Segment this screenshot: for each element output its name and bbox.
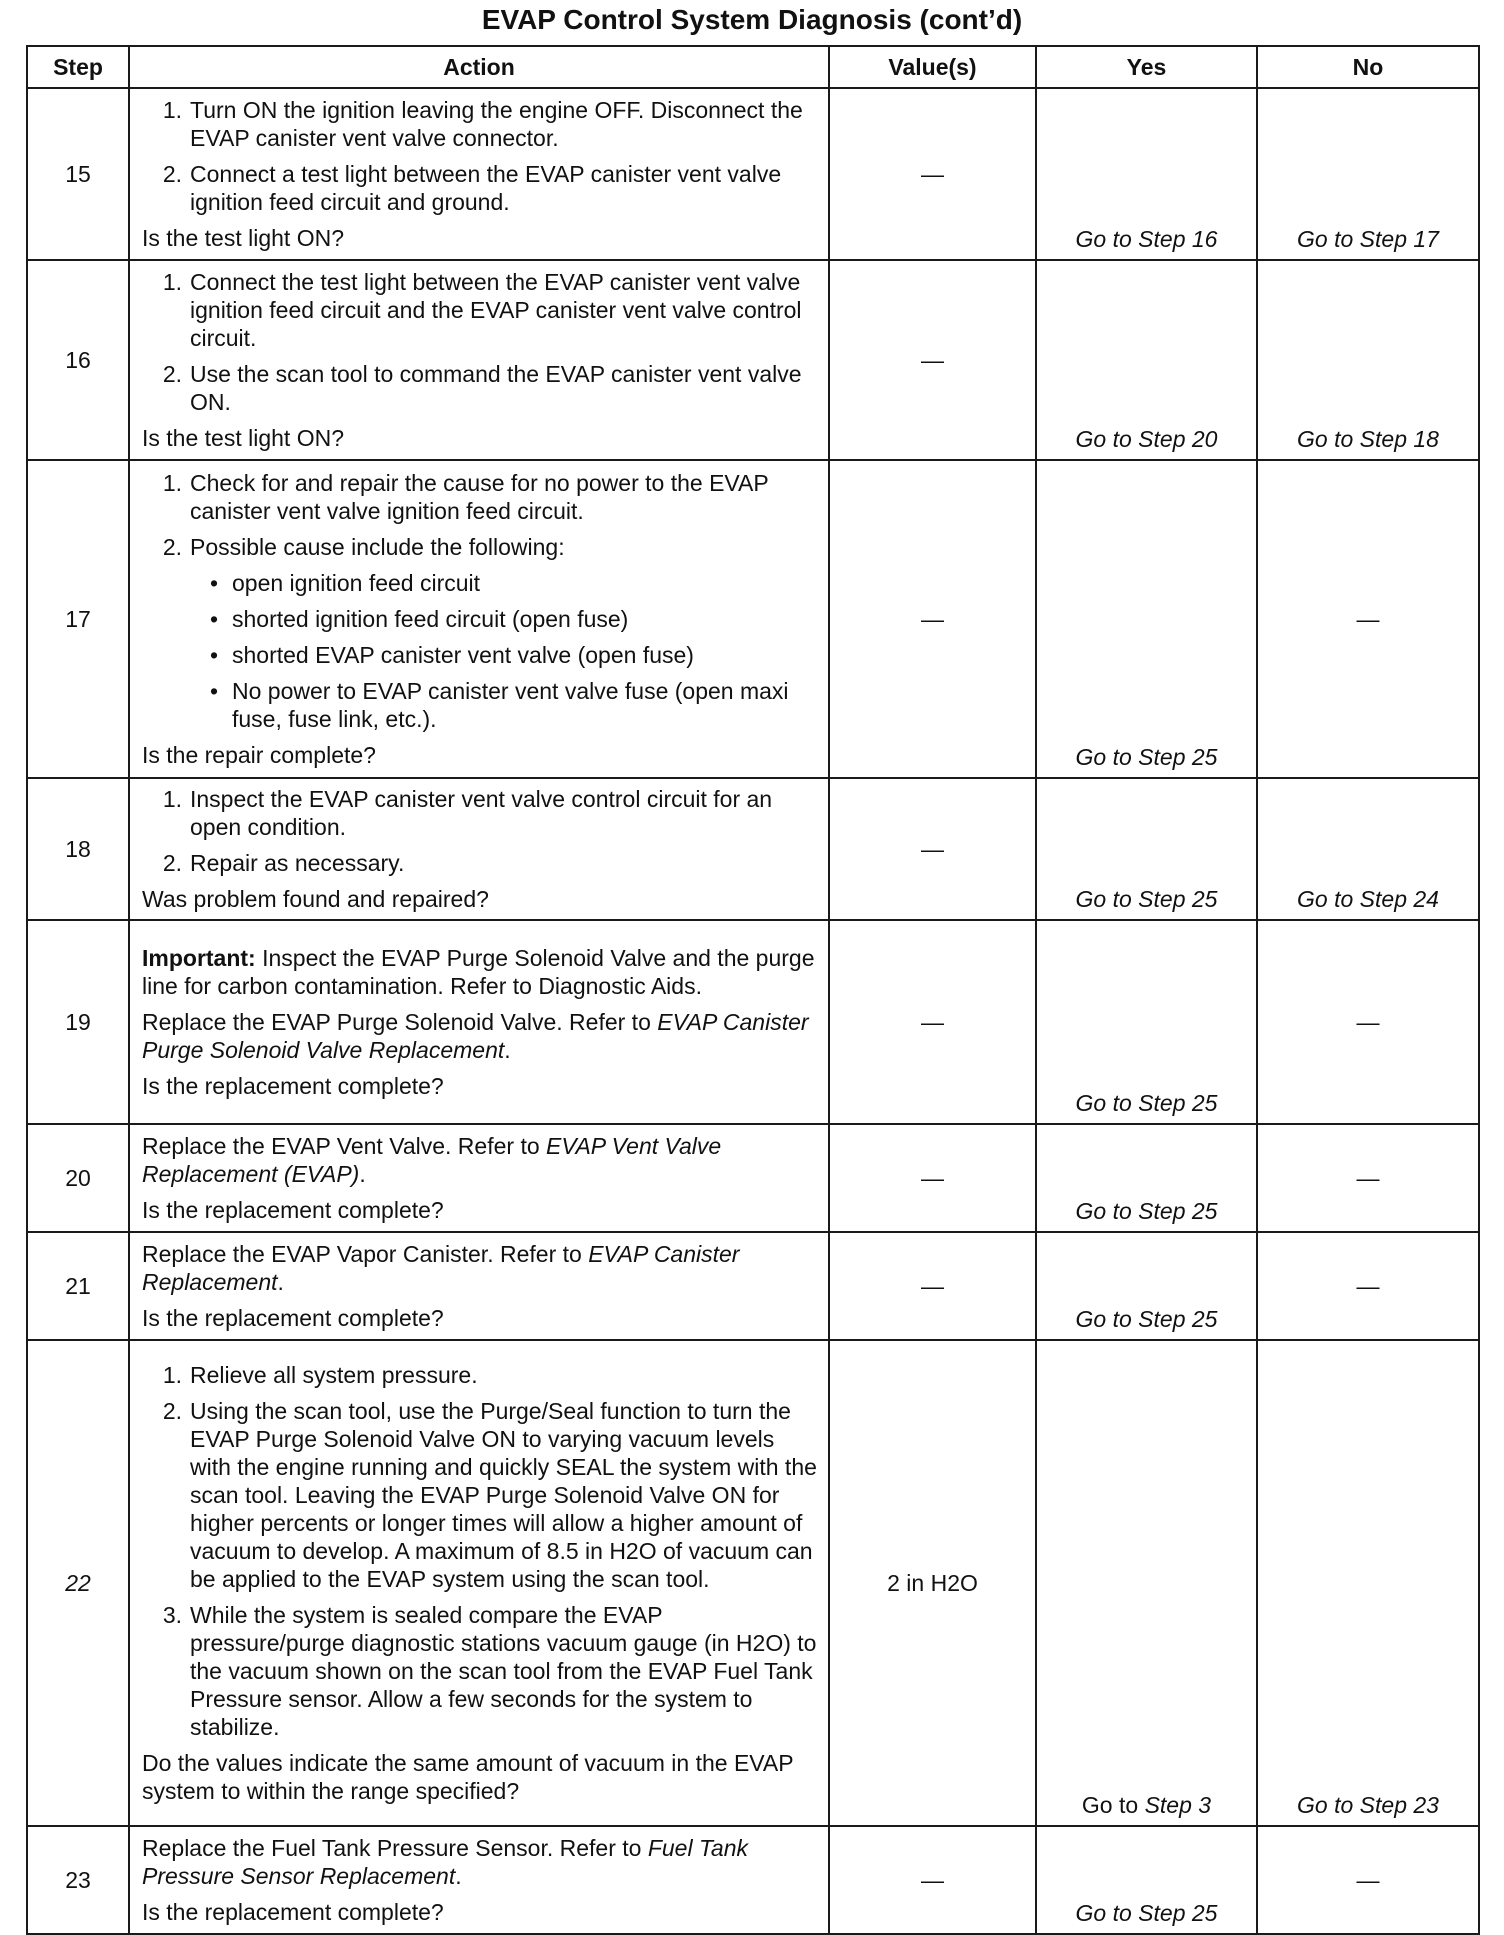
reference-link[interactable]: Fuel Tank Pressure Sensor Replacement xyxy=(142,1835,748,1889)
action-question: Is the replacement complete? xyxy=(142,1197,444,1223)
value-cell: — xyxy=(829,260,1036,460)
action-question: Is the replacement complete? xyxy=(142,1305,444,1331)
no-link[interactable]: Go to Step 18 xyxy=(1257,260,1479,460)
action-item: 2. Use the scan tool to command the EVAP canister vent valve ON. xyxy=(162,361,802,415)
important-note: Important: Inspect the EVAP Purge Solenoid Valve and the purge line for carbon contamination. Refer to Diagnostic Aids. xyxy=(142,945,815,999)
action-item: 2. Repair as necessary. xyxy=(162,850,405,876)
action-item: 2. Connect a test light between the EVAP canister vent valve ignition feed circuit and ground. xyxy=(162,161,782,215)
table-row-step-23 xyxy=(27,1826,1479,1934)
yes-link[interactable]: Go to Step 3 xyxy=(1036,1340,1257,1826)
step-number: 16 xyxy=(27,260,129,460)
step-number: 23 xyxy=(27,1826,129,1934)
action-item: 1. Relieve all system pressure. xyxy=(162,1362,478,1388)
action-cell xyxy=(129,88,829,260)
header-action: Action xyxy=(129,46,829,88)
bullet-item: • No power to EVAP canister vent valve fuse (open maxi fuse, fuse link, etc.). xyxy=(210,678,789,732)
action-cell xyxy=(129,1340,829,1826)
value-cell: — xyxy=(829,1826,1036,1934)
step-number: 19 xyxy=(27,920,129,1124)
no-link[interactable]: Go to Step 24 xyxy=(1257,778,1479,920)
value-cell: — xyxy=(829,1232,1036,1340)
reference-link[interactable]: EVAP Canister Purge Solenoid Valve Replacement xyxy=(142,1009,809,1063)
action-text: Replace the EVAP Vent Valve. Refer to EVAP Vent Valve Replacement (EVAP). xyxy=(142,1133,722,1187)
table-row-step-18 xyxy=(27,778,1479,920)
reference-link[interactable]: EVAP Canister Replacement xyxy=(142,1241,740,1295)
action-text: Replace the Fuel Tank Pressure Sensor. Refer to Fuel Tank Pressure Sensor Replacement. xyxy=(142,1835,748,1889)
diagnosis-table xyxy=(26,45,1480,1935)
table-row-step-20 xyxy=(27,1124,1479,1232)
yes-link[interactable]: Go to Step 25 xyxy=(1036,1124,1257,1232)
action-question: Is the test light ON? xyxy=(142,225,344,251)
header-yes: Yes xyxy=(1036,46,1257,88)
no-value: — xyxy=(1257,1232,1479,1340)
step-number: 20 xyxy=(27,1124,129,1232)
value-cell: — xyxy=(829,460,1036,778)
step-number: 18 xyxy=(27,778,129,920)
step-number: 21 xyxy=(27,1232,129,1340)
value-cell: — xyxy=(829,778,1036,920)
table-header-row xyxy=(27,46,1479,88)
header-value: Value(s) xyxy=(829,46,1036,88)
value-cell: 2 in H2O xyxy=(829,1340,1036,1826)
header-no: No xyxy=(1257,46,1479,88)
action-question: Was problem found and repaired? xyxy=(142,886,489,912)
bullet-item: • shorted EVAP canister vent valve (open fuse) xyxy=(210,642,694,668)
value-cell: — xyxy=(829,1124,1036,1232)
action-item: 2. Possible cause include the following: xyxy=(162,534,565,560)
page-title: EVAP Control System Diagnosis (cont’d) xyxy=(481,4,1023,35)
yes-link[interactable]: Go to Step 25 xyxy=(1036,460,1257,778)
step-number: 17 xyxy=(27,460,129,778)
action-question: Is the test light ON? xyxy=(142,425,344,451)
no-link[interactable]: Go to Step 23 xyxy=(1257,1340,1479,1826)
action-cell xyxy=(129,1826,829,1934)
action-cell xyxy=(129,1124,829,1232)
step-number: 15 xyxy=(27,88,129,260)
no-value: — xyxy=(1257,1826,1479,1934)
no-value: — xyxy=(1257,920,1479,1124)
table-row-step-19 xyxy=(27,920,1479,1124)
table-row-step-15 xyxy=(27,88,1479,260)
yes-link[interactable]: Go to Step 20 xyxy=(1036,260,1257,460)
action-item: 1. Check for and repair the cause for no power to the EVAP canister vent valve ignition feed circuit. xyxy=(162,470,769,524)
no-value: — xyxy=(1257,1124,1479,1232)
action-item: 1. Inspect the EVAP canister vent valve control circuit for an open condition. xyxy=(162,786,773,840)
action-cell xyxy=(129,460,829,778)
table-row-step-16 xyxy=(27,260,1479,460)
action-item: 1. Turn ON the ignition leaving the engine OFF. Disconnect the EVAP canister vent valve connector. xyxy=(162,97,803,151)
bullet-item: • open ignition feed circuit xyxy=(210,570,481,596)
no-link[interactable]: Go to Step 17 xyxy=(1257,88,1479,260)
action-cell xyxy=(129,778,829,920)
yes-link[interactable]: Go to Step 25 xyxy=(1036,1232,1257,1340)
yes-link[interactable]: Go to Step 25 xyxy=(1036,778,1257,920)
reference-link[interactable]: EVAP Vent Valve Replacement (EVAP) xyxy=(142,1133,722,1187)
action-cell xyxy=(129,920,829,1124)
action-text: Replace the EVAP Purge Solenoid Valve. Refer to EVAP Canister Purge Solenoid Valve Replacement. xyxy=(142,1009,809,1063)
step-number: 22 xyxy=(27,1340,129,1826)
yes-link[interactable]: Go to Step 25 xyxy=(1036,1826,1257,1934)
table-row-step-17 xyxy=(27,460,1479,778)
action-cell xyxy=(129,1232,829,1340)
action-question: Is the repair complete? xyxy=(142,742,376,768)
action-question: Do the values indicate the same amount of vacuum in the EVAP system to within the range specified? xyxy=(142,1750,794,1804)
yes-link[interactable]: Go to Step 25 xyxy=(1036,920,1257,1124)
yes-link[interactable]: Go to Step 16 xyxy=(1036,88,1257,260)
bullet-item: • shorted ignition feed circuit (open fuse) xyxy=(210,606,629,632)
value-cell: — xyxy=(829,88,1036,260)
action-item: 3. While the system is sealed compare the EVAP pressure/purge diagnostic stations vacuum gauge (in H2O) to the vacuum shown on the scan tool from the EVAP Fuel Tank Pressure sensor. Allow a few seconds for the system to stabilize. xyxy=(162,1602,817,1740)
action-text: Replace the EVAP Vapor Canister. Refer to EVAP Canister Replacement. xyxy=(142,1241,740,1295)
action-question: Is the replacement complete? xyxy=(142,1073,444,1099)
action-cell xyxy=(129,260,829,460)
action-question: Is the replacement complete? xyxy=(142,1899,444,1925)
table-row-step-22 xyxy=(27,1340,1479,1826)
action-item: 1. Connect the test light between the EVAP canister vent valve ignition feed circuit and the EVAP canister vent valve control circuit. xyxy=(162,269,802,351)
table-row-step-21 xyxy=(27,1232,1479,1340)
value-cell: — xyxy=(829,920,1036,1124)
no-value: — xyxy=(1257,460,1479,778)
action-item: 2. Using the scan tool, use the Purge/Seal function to turn the EVAP Purge Solenoid Valve ON to varying vacuum levels with the engine running and quickly SEAL the system with the scan tool. Leaving the EVAP Purge Solenoid Valve ON for higher percents or longer times will allow a higher amount of vacuum to develop. A maximum of 8.5 in H2O of vacuum can be applied to the EVAP system using the scan tool. xyxy=(162,1398,817,1592)
header-step: Step xyxy=(27,46,129,88)
